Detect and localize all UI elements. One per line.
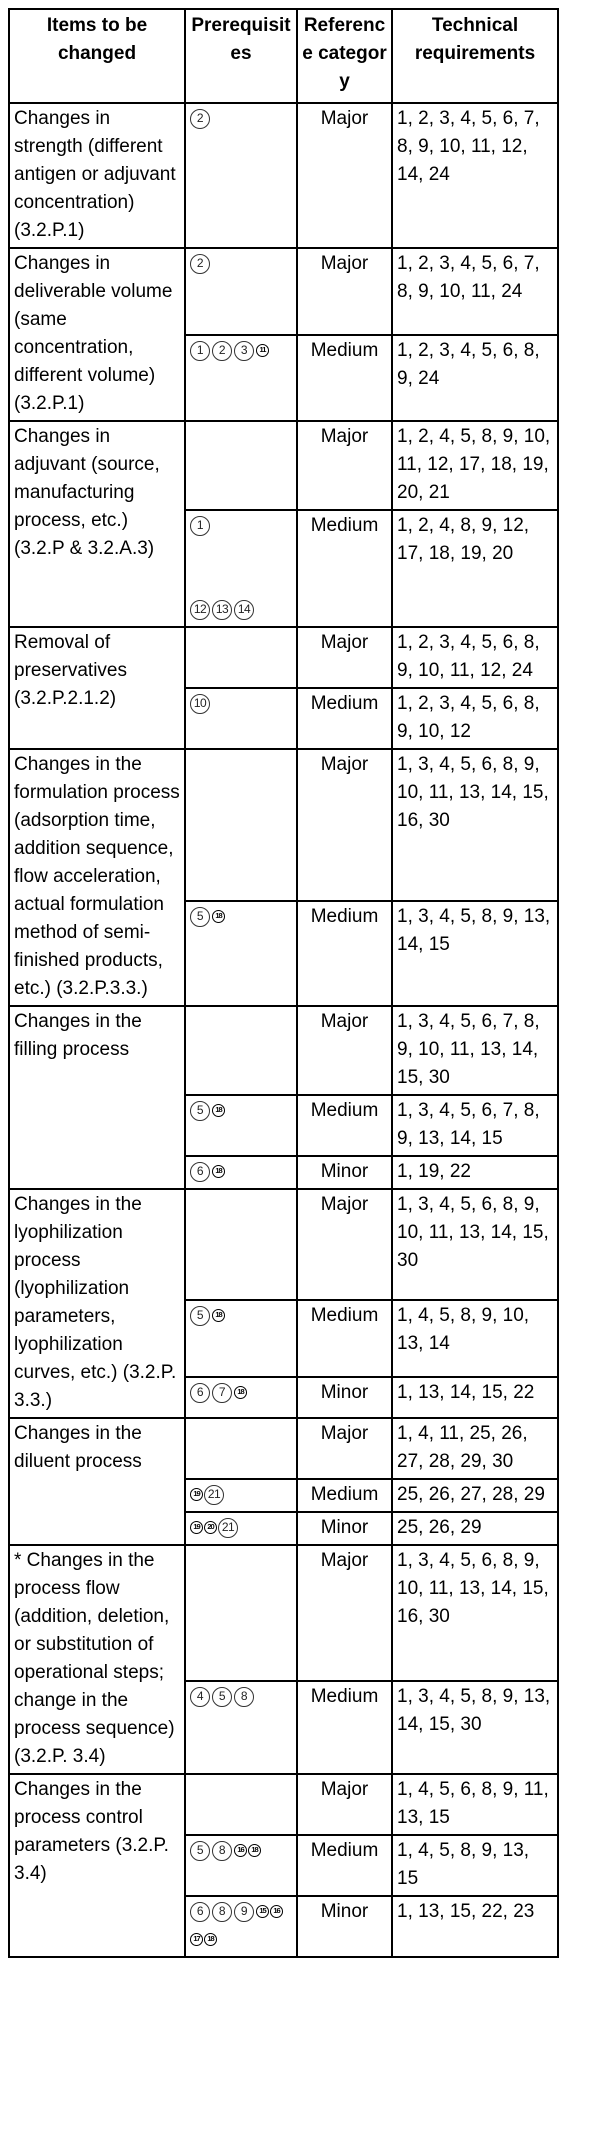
reference-category-cell: Medium xyxy=(297,1300,392,1376)
prerequisites-cell xyxy=(185,1681,297,1774)
prerequisites-cell xyxy=(185,248,297,335)
reference-category-cell: Medium xyxy=(297,1835,392,1896)
reference-category-cell: Minor xyxy=(297,1512,392,1545)
technical-requirements-cell: 1, 4, 11, 25, 26, 27, 28, 29, 30 xyxy=(392,1418,558,1479)
technical-requirements-cell: 1, 13, 14, 15, 22 xyxy=(392,1377,558,1418)
prerequisite-line xyxy=(190,1481,292,1509)
circled-number: 18 xyxy=(248,1844,261,1857)
table-row xyxy=(9,1774,558,1835)
item-cell: * Changes in the process flow (addition, deletion, or substitution of operational steps; change in the process sequence) (3.2.P. 3.4) xyxy=(9,1545,185,1774)
prerequisite-line xyxy=(190,1837,292,1865)
table-row xyxy=(9,627,558,688)
reference-category-cell: Minor xyxy=(297,1377,392,1418)
reference-category-cell: Medium xyxy=(297,1479,392,1512)
prerequisite-line xyxy=(190,1158,292,1186)
technical-requirements-cell: 1, 3, 4, 5, 6, 7, 8, 9, 13, 14, 15 xyxy=(392,1095,558,1156)
header-reference-category: Reference category xyxy=(297,9,392,103)
circled-number: 18 xyxy=(212,1309,225,1322)
reference-category-cell: Major xyxy=(297,627,392,688)
circled-number: 1 xyxy=(190,341,210,361)
prerequisites-cell xyxy=(185,1774,297,1835)
circled-number: 2 xyxy=(190,254,210,274)
circled-number: 5 xyxy=(190,1841,210,1861)
technical-requirements-cell: 1, 3, 4, 5, 8, 9, 13, 14, 15 xyxy=(392,901,558,1006)
circled-number: 18 xyxy=(234,1386,247,1399)
circled-number: 4 xyxy=(190,1687,210,1707)
circled-number: 6 xyxy=(190,1383,210,1403)
prerequisites-cell xyxy=(185,901,297,1006)
prerequisites-cell xyxy=(185,1377,297,1418)
prerequisites-cell xyxy=(185,1418,297,1479)
reference-category-cell: Medium xyxy=(297,1681,392,1774)
change-table-body xyxy=(9,103,558,1957)
technical-requirements-cell: 1, 2, 4, 8, 9, 12, 17, 18, 19, 20 xyxy=(392,510,558,627)
header-row xyxy=(9,9,558,103)
prerequisite-line xyxy=(190,903,292,931)
prerequisite-line xyxy=(190,596,292,624)
item-cell: Changes in adjuvant (source, manufacturing process, etc.) (3.2.P & 3.2.A.3) xyxy=(9,421,185,627)
circled-number: 5 xyxy=(212,1687,232,1707)
technical-requirements-cell: 1, 3, 4, 5, 6, 8, 9, 10, 11, 13, 14, 15, 30 xyxy=(392,1189,558,1300)
prerequisites-cell xyxy=(185,1835,297,1896)
technical-requirements-cell: 1, 4, 5, 6, 8, 9, 11, 13, 15 xyxy=(392,1774,558,1835)
prerequisites-cell xyxy=(185,421,297,510)
technical-requirements-cell: 1, 2, 3, 4, 5, 6, 8, 9, 24 xyxy=(392,335,558,422)
reference-category-cell: Major xyxy=(297,421,392,510)
prerequisites-cell xyxy=(185,627,297,688)
prerequisites-cell xyxy=(185,1156,297,1189)
circled-number: 19 xyxy=(190,1521,203,1534)
circled-number: 8 xyxy=(234,1687,254,1707)
prerequisites-cell xyxy=(185,688,297,749)
prerequisites-cell xyxy=(185,103,297,248)
reference-category-cell: Medium xyxy=(297,510,392,627)
technical-requirements-cell: 1, 3, 4, 5, 6, 8, 9, 10, 11, 13, 14, 15, 16, 30 xyxy=(392,749,558,901)
header-items-to-be-changed: Items to be changed xyxy=(9,9,185,103)
technical-requirements-cell: 1, 2, 3, 4, 5, 6, 8, 9, 10, 11, 12, 24 xyxy=(392,627,558,688)
reference-category-cell: Medium xyxy=(297,335,392,422)
circled-number: 16 xyxy=(270,1905,283,1918)
table-row xyxy=(9,749,558,901)
technical-requirements-cell: 1, 3, 4, 5, 6, 7, 8, 9, 10, 11, 13, 14, 15, 30 xyxy=(392,1006,558,1095)
circled-number: 5 xyxy=(190,1101,210,1121)
item-cell: Changes in the formulation process (adsorption time, addition sequence, flow acceleration, actual formulation method of semi-finished products, etc.) (3.2.P.3.3.) xyxy=(9,749,185,1006)
prerequisite-line xyxy=(190,690,292,718)
prerequisite-line xyxy=(190,250,292,278)
circled-number: 21 xyxy=(218,1518,238,1538)
technical-requirements-cell: 1, 13, 15, 22, 23 xyxy=(392,1896,558,1957)
circled-number: 19 xyxy=(190,1488,203,1501)
circled-number: 5 xyxy=(190,907,210,927)
reference-category-cell: Major xyxy=(297,1774,392,1835)
reference-category-cell: Minor xyxy=(297,1156,392,1189)
prerequisite-line xyxy=(190,1898,292,1954)
item-cell: Changes in strength (different antigen or adjuvant concentration) (3.2.P.1) xyxy=(9,103,185,248)
technical-requirements-cell: 1, 3, 4, 5, 8, 9, 13, 14, 15, 30 xyxy=(392,1681,558,1774)
reference-category-cell: Major xyxy=(297,749,392,901)
prerequisites-cell xyxy=(185,1095,297,1156)
circled-number: 5 xyxy=(190,1306,210,1326)
circled-number: 18 xyxy=(212,910,225,923)
circled-number: 1 xyxy=(190,516,210,536)
prerequisites-cell xyxy=(185,1896,297,1957)
technical-requirements-cell: 1, 2, 3, 4, 5, 6, 7, 8, 9, 10, 11, 24 xyxy=(392,248,558,335)
circled-number: 15 xyxy=(256,1905,269,1918)
prerequisites-cell xyxy=(185,1300,297,1376)
reference-category-cell: Major xyxy=(297,248,392,335)
table-row xyxy=(9,1418,558,1479)
circled-number: 8 xyxy=(212,1841,232,1861)
header-prerequisites: Prerequisites xyxy=(185,9,297,103)
technical-requirements-cell: 25, 26, 27, 28, 29 xyxy=(392,1479,558,1512)
circled-number: 13 xyxy=(212,600,232,620)
circled-number: 16 xyxy=(234,1844,247,1857)
table-row xyxy=(9,1006,558,1095)
circled-number: 7 xyxy=(212,1383,232,1403)
prerequisite-line xyxy=(190,1379,292,1407)
circled-number: 6 xyxy=(190,1162,210,1182)
technical-requirements-cell: 1, 4, 5, 8, 9, 13, 15 xyxy=(392,1835,558,1896)
prerequisite-line xyxy=(190,1097,292,1125)
technical-requirements-cell: 1, 2, 3, 4, 5, 6, 8, 9, 10, 12 xyxy=(392,688,558,749)
prerequisite-line xyxy=(190,337,292,365)
prerequisites-cell xyxy=(185,1006,297,1095)
header-technical-requirements: Technical requirements xyxy=(392,9,558,103)
item-cell: Removal of preservatives (3.2.P.2.1.2) xyxy=(9,627,185,749)
item-cell: Changes in deliverable volume (same concentration, different volume) (3.2.P.1) xyxy=(9,248,185,421)
reference-category-cell: Major xyxy=(297,1545,392,1681)
circled-number: 2 xyxy=(212,341,232,361)
prerequisites-cell xyxy=(185,1512,297,1545)
prerequisite-line xyxy=(190,1683,292,1711)
reference-category-cell: Major xyxy=(297,1006,392,1095)
technical-requirements-cell: 1, 2, 4, 5, 8, 9, 10, 11, 12, 17, 18, 19, 20, 21 xyxy=(392,421,558,510)
circled-number: 17 xyxy=(190,1933,203,1946)
circled-number: 18 xyxy=(204,1933,217,1946)
item-cell: Changes in the filling process xyxy=(9,1006,185,1189)
technical-requirements-cell: 25, 26, 29 xyxy=(392,1512,558,1545)
circled-number: 8 xyxy=(212,1902,232,1922)
table-row xyxy=(9,1189,558,1300)
technical-requirements-cell: 1, 4, 5, 8, 9, 10, 13, 14 xyxy=(392,1300,558,1376)
circled-number: 20 xyxy=(204,1521,217,1534)
circled-number: 14 xyxy=(234,600,254,620)
reference-category-cell: Medium xyxy=(297,1095,392,1156)
prerequisite-line xyxy=(190,540,292,568)
table-row xyxy=(9,421,558,510)
reference-category-cell: Medium xyxy=(297,688,392,749)
reference-category-cell: Major xyxy=(297,103,392,248)
technical-requirements-cell: 1, 3, 4, 5, 6, 8, 9, 10, 11, 13, 14, 15, 16, 30 xyxy=(392,1545,558,1681)
reference-category-cell: Major xyxy=(297,1418,392,1479)
reference-category-cell: Medium xyxy=(297,901,392,1006)
reference-category-cell: Minor xyxy=(297,1896,392,1957)
item-cell: Changes in the diluent process xyxy=(9,1418,185,1545)
prerequisites-cell xyxy=(185,1479,297,1512)
prerequisite-line xyxy=(190,1302,292,1330)
prerequisites-cell xyxy=(185,1545,297,1681)
circled-number: 18 xyxy=(212,1104,225,1117)
circled-number: 11 xyxy=(256,344,269,357)
prerequisite-line xyxy=(190,105,292,133)
circled-number: 6 xyxy=(190,1902,210,1922)
prerequisites-cell xyxy=(185,749,297,901)
prerequisite-line xyxy=(190,512,292,540)
table-row xyxy=(9,248,558,335)
prerequisites-cell xyxy=(185,335,297,422)
item-cell: Changes in the process control parameters (3.2.P. 3.4) xyxy=(9,1774,185,1957)
prerequisites-cell xyxy=(185,510,297,627)
circled-number: 18 xyxy=(212,1165,225,1178)
table-row xyxy=(9,103,558,248)
prerequisite-line xyxy=(190,568,292,596)
circled-number: 9 xyxy=(234,1902,254,1922)
circled-number: 2 xyxy=(190,109,210,129)
technical-requirements-cell: 1, 2, 3, 4, 5, 6, 7, 8, 9, 10, 11, 12, 14, 24 xyxy=(392,103,558,248)
item-cell: Changes in the lyophilization process (lyophilization parameters, lyophilization curves, etc.) (3.2.P. 3.3.) xyxy=(9,1189,185,1418)
circled-number: 12 xyxy=(190,600,210,620)
reference-category-cell: Major xyxy=(297,1189,392,1300)
prerequisites-cell xyxy=(185,1189,297,1300)
circled-number: 21 xyxy=(204,1485,224,1505)
change-items-table xyxy=(8,8,559,1958)
circled-number: 10 xyxy=(190,694,210,714)
technical-requirements-cell: 1, 19, 22 xyxy=(392,1156,558,1189)
table-row xyxy=(9,1545,558,1681)
prerequisite-line xyxy=(190,1514,292,1542)
circled-number: 3 xyxy=(234,341,254,361)
